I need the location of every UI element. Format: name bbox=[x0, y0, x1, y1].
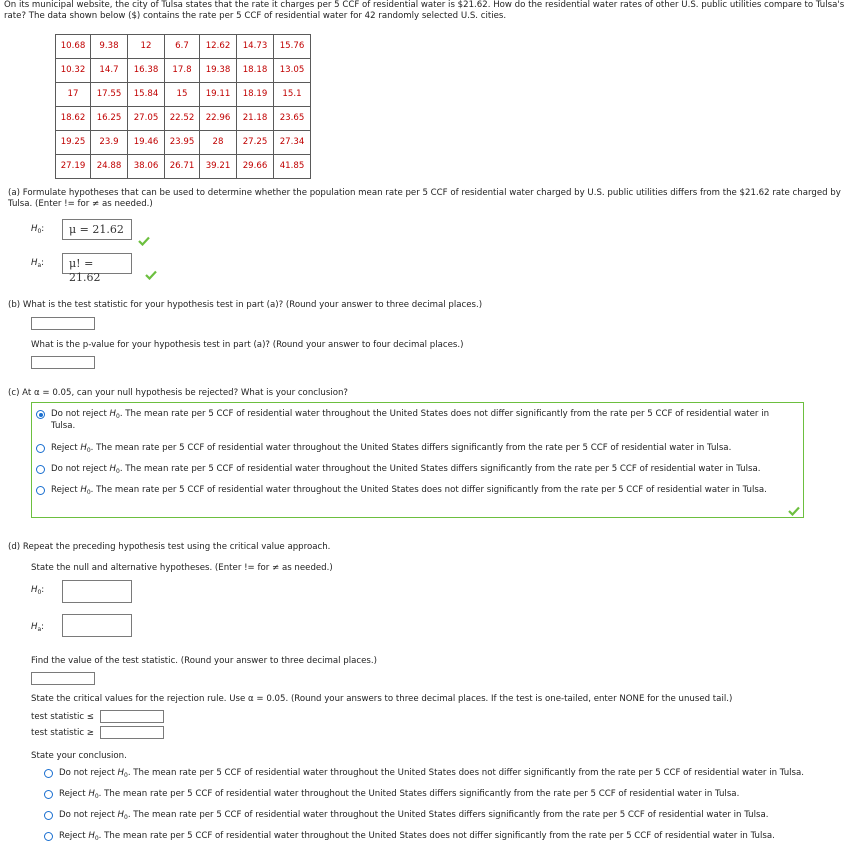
part-c-option-3[interactable]: Do not reject $H_0$. The mean rate per 5 CCF of residential water throughout the United States differs significantly from the rate per 5 CCF of residential water in Tulsa. bbox=[51, 464, 761, 475]
table-cell: 19.46 bbox=[128, 131, 165, 155]
table-cell: 23.95 bbox=[165, 131, 200, 155]
h0-answer-input[interactable]: μ = 21.62 bbox=[62, 219, 132, 240]
part-d-prompt: (d) Repeat the preceding hypothesis test using the critical value approach. bbox=[8, 542, 331, 552]
d-h0-input[interactable] bbox=[62, 580, 132, 603]
correct-check-icon bbox=[145, 270, 157, 280]
part-c-prompt: (c) At α = 0.05, can your null hypothesis be rejected? What is your conclusion? bbox=[8, 388, 348, 398]
part-d-option-1-radio[interactable] bbox=[44, 769, 53, 778]
table-cell: 6.7 bbox=[165, 35, 200, 59]
d-ha-label: $H_a$: bbox=[31, 622, 45, 633]
table-cell: 24.88 bbox=[91, 155, 128, 179]
test-statistic-input[interactable] bbox=[31, 317, 95, 330]
table-cell: 38.06 bbox=[128, 155, 165, 179]
part-d-option-4[interactable]: Reject $H_0$. The mean rate per 5 CCF of residential water throughout the United States does not differ significantly from the rate per 5 CCF of residential water in Tulsa. bbox=[59, 831, 775, 842]
p-value-input[interactable] bbox=[31, 356, 95, 369]
table-row bbox=[56, 107, 311, 131]
table-cell: 23.65 bbox=[274, 107, 311, 131]
part-d-find-prompt: Find the value of the test statistic. (Round your answer to three decimal places.) bbox=[31, 656, 377, 666]
table-cell: 17.8 bbox=[165, 59, 200, 83]
part-c-option-1[interactable]: Do not reject $H_0$. The mean rate per 5 CCF of residential water throughout the United States does not differ significantly from the rate per 5 CCF of residential water in Tulsa. bbox=[51, 409, 770, 431]
test-statistic-ge-label: test statistic ≥ bbox=[31, 728, 94, 738]
correct-check-icon bbox=[138, 236, 150, 246]
table-cell: 14.7 bbox=[91, 59, 128, 83]
table-cell: 19.38 bbox=[200, 59, 237, 83]
table-cell: 19.11 bbox=[200, 83, 237, 107]
table-cell: 22.52 bbox=[165, 107, 200, 131]
part-d-state-prompt: State the null and alternative hypotheses. (Enter != for ≠ as needed.) bbox=[31, 563, 333, 573]
part-c-option-1-radio[interactable] bbox=[36, 410, 45, 419]
part-c-option-3-radio[interactable] bbox=[36, 465, 45, 474]
data-table bbox=[55, 34, 311, 179]
table-cell: 16.25 bbox=[91, 107, 128, 131]
table-row bbox=[56, 155, 311, 179]
part-b-prompt: (b) What is the test statistic for your hypothesis test in part (a)? (Round your answer to three decimal places.) bbox=[8, 300, 483, 310]
p-value-prompt: What is the p-value for your hypothesis test in part (a)? (Round your answer to four decimal places.) bbox=[31, 340, 464, 350]
table-row bbox=[56, 59, 311, 83]
part-d-option-1[interactable]: Do not reject $H_0$. The mean rate per 5 CCF of residential water throughout the United States does not differ significantly from the rate per 5 CCF of residential water in Tulsa. bbox=[59, 768, 805, 779]
table-cell: 29.66 bbox=[237, 155, 274, 179]
test-statistic-le-label: test statistic ≤ bbox=[31, 712, 94, 722]
table-cell: 16.38 bbox=[128, 59, 165, 83]
table-cell: 27.19 bbox=[56, 155, 91, 179]
part-d-conclusion-prompt: State your conclusion. bbox=[31, 751, 127, 761]
part-d-option-3[interactable]: Do not reject $H_0$. The mean rate per 5 CCF of residential water throughout the United States differs significantly from the rate per 5 CCF of residential water in Tulsa. bbox=[59, 810, 769, 821]
part-d-option-2[interactable]: Reject $H_0$. The mean rate per 5 CCF of residential water throughout the United States differs significantly from the rate per 5 CCF of residential water in Tulsa. bbox=[59, 789, 740, 800]
d-test-statistic-input[interactable] bbox=[31, 672, 95, 685]
part-c-option-4[interactable]: Reject $H_0$. The mean rate per 5 CCF of residential water throughout the United States does not differ significantly from the rate per 5 CCF of residential water in Tulsa. bbox=[51, 485, 767, 496]
part-d-critical-prompt: State the critical values for the rejection rule. Use α = 0.05. (Round your answers to three decimal places. If the test is one-tailed, enter NONE for the unused tail.) bbox=[31, 694, 733, 704]
table-cell: 14.73 bbox=[237, 35, 274, 59]
table-cell: 19.25 bbox=[56, 131, 91, 155]
table-cell: 27.05 bbox=[128, 107, 165, 131]
table-row bbox=[56, 83, 311, 107]
d-h0-label: $H_0$: bbox=[31, 585, 45, 596]
table-cell: 27.34 bbox=[274, 131, 311, 155]
part-c-option-2-radio[interactable] bbox=[36, 444, 45, 453]
table-cell: 10.68 bbox=[56, 35, 91, 59]
table-cell: 28 bbox=[200, 131, 237, 155]
problem-intro: On its municipal website, the city of Tulsa states that the rate it charges per 5 CCF of residential water is $21.62. How do the residential water rates of other U.S. public utilities compare to Tulsa's rate? The data shown below ($) contains the rate per 5 CCF of residential water for 42 randomly selected U.S. cities. bbox=[4, 0, 845, 21]
table-cell: 18.62 bbox=[56, 107, 91, 131]
table-row bbox=[56, 35, 311, 59]
part-c-option-2[interactable]: Reject $H_0$. The mean rate per 5 CCF of residential water throughout the United States differs significantly from the rate per 5 CCF of residential water in Tulsa. bbox=[51, 443, 732, 454]
table-cell: 15.84 bbox=[128, 83, 165, 107]
table-cell: 12 bbox=[128, 35, 165, 59]
critical-lower-input[interactable] bbox=[100, 710, 164, 723]
table-cell: 17.55 bbox=[91, 83, 128, 107]
table-cell: 10.32 bbox=[56, 59, 91, 83]
part-d-option-2-radio[interactable] bbox=[44, 790, 53, 799]
table-cell: 23.9 bbox=[91, 131, 128, 155]
table-cell: 15.76 bbox=[274, 35, 311, 59]
table-cell: 39.21 bbox=[200, 155, 237, 179]
part-a-prompt: (a) Formulate hypotheses that can be used to determine whether the population mean rate per 5 CCF of residential water charged by U.S. public utilities differs from the $21.62 rate charged by Tulsa. (Enter != for ≠ as needed.) bbox=[8, 188, 841, 209]
d-ha-input[interactable] bbox=[62, 614, 132, 637]
table-cell: 27.25 bbox=[237, 131, 274, 155]
table-cell: 22.96 bbox=[200, 107, 237, 131]
h0-label: $H_0$: bbox=[31, 224, 45, 235]
table-cell: 17 bbox=[56, 83, 91, 107]
critical-upper-input[interactable] bbox=[100, 726, 164, 739]
part-c-option-4-radio[interactable] bbox=[36, 486, 45, 495]
table-cell: 15.1 bbox=[274, 83, 311, 107]
table-cell: 13.05 bbox=[274, 59, 311, 83]
part-d-option-3-radio[interactable] bbox=[44, 811, 53, 820]
table-cell: 41.85 bbox=[274, 155, 311, 179]
table-cell: 15 bbox=[165, 83, 200, 107]
table-cell: 26.71 bbox=[165, 155, 200, 179]
part-d-option-4-radio[interactable] bbox=[44, 832, 53, 841]
table-cell: 21.18 bbox=[237, 107, 274, 131]
ha-answer-input[interactable]: μ! = 21.62 bbox=[62, 253, 132, 274]
ha-label: $H_a$: bbox=[31, 258, 45, 269]
table-row bbox=[56, 131, 311, 155]
table-cell: 18.18 bbox=[237, 59, 274, 83]
table-cell: 9.38 bbox=[91, 35, 128, 59]
table-cell: 18.19 bbox=[237, 83, 274, 107]
correct-check-icon bbox=[788, 506, 800, 516]
table-cell: 12.62 bbox=[200, 35, 237, 59]
